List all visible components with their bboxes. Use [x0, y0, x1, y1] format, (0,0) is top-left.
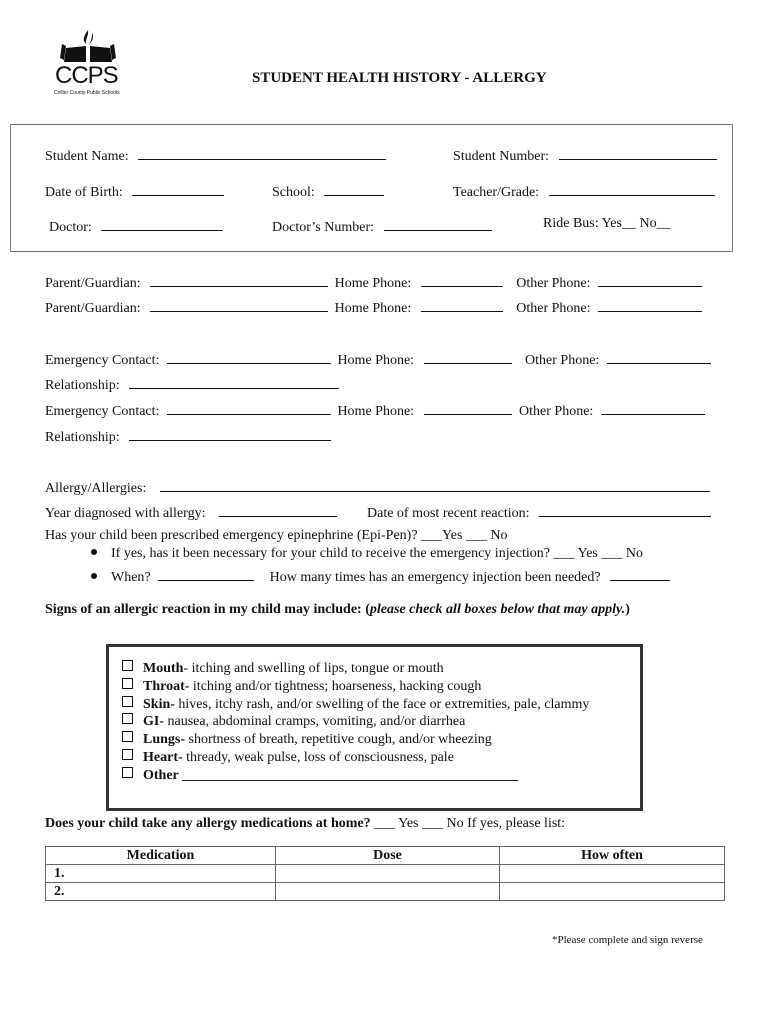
sign-name: Other [143, 767, 179, 783]
checkbox[interactable] [122, 696, 133, 707]
other-phone-label: Other Phone: [519, 404, 594, 419]
bullet-icon [91, 573, 97, 579]
footer-note: *Please complete and sign reverse [552, 934, 703, 946]
medications-question-text: Does your child take any allergy medications at home? [45, 816, 371, 831]
sign-name: Skin- [143, 696, 175, 712]
how-often-cell[interactable] [500, 883, 725, 901]
table-row [46, 865, 725, 883]
relationship-2-field[interactable] [45, 426, 331, 446]
dob-field[interactable] [45, 181, 224, 201]
other-phone-label: Other Phone: [516, 301, 591, 316]
ccps-logo [52, 26, 124, 98]
other-phone-label: Other Phone: [525, 353, 600, 368]
emergency-contact-label: Emergency Contact: [45, 353, 160, 368]
doctor-number-label: Doctor’s Number: [272, 220, 374, 235]
sign-desc: shortness of breath, repetitive cough, and/or wheezing [185, 732, 492, 748]
header-medication: Medication [46, 847, 276, 865]
school-label: School: [272, 185, 315, 200]
logo-subtext: Collier County Public Schools [54, 90, 120, 96]
teacher-grade-field[interactable] [453, 181, 715, 201]
year-diagnosed-label: Year diagnosed with allergy: [45, 506, 206, 521]
doctor-label: Doctor: [49, 220, 92, 235]
signs-heading-text: Signs of an allergic reaction in my child may include: ( [45, 602, 370, 617]
when-label: When? [111, 570, 151, 585]
how-often-cell[interactable] [500, 865, 725, 883]
relationship-label: Relationship: [45, 430, 120, 445]
sign-desc: hives, itchy rash, and/or swelling of the face or extremities, pale, clammy [174, 696, 590, 712]
sign-item-gi[interactable] [122, 713, 589, 731]
ride-bus-field[interactable]: Ride Bus: Yes__ No__ [543, 216, 671, 231]
sign-desc: thready, weak pulse, loss of consciousness, pale [182, 749, 454, 765]
signs-heading-close: ) [625, 602, 630, 617]
sign-item-mouth[interactable] [122, 660, 589, 678]
sign-name: GI- [143, 714, 164, 730]
recent-reaction-field[interactable] [367, 502, 711, 522]
home-phone-label: Home Phone: [337, 353, 415, 368]
header-dose: Dose [276, 847, 500, 865]
student-number-field[interactable] [453, 145, 717, 165]
sign-item-heart[interactable] [122, 749, 589, 767]
relationship-1-field[interactable] [45, 374, 339, 394]
checkbox[interactable] [122, 767, 133, 778]
row-number[interactable]: 1. [46, 865, 276, 883]
signs-heading [45, 602, 630, 618]
dob-label: Date of Birth: [45, 185, 123, 200]
student-name-label: Student Name: [45, 149, 129, 164]
home-phone-label: Home Phone: [334, 276, 412, 291]
doctor-number-field[interactable] [272, 216, 492, 236]
guardian-2-field[interactable] [45, 297, 702, 317]
other-phone-label: Other Phone: [516, 276, 591, 291]
guardian-label: Parent/Guardian: [45, 276, 141, 291]
header-how-often: How often [500, 847, 725, 865]
sign-desc: ________________________________________________ [178, 767, 519, 783]
sign-desc: - itching and swelling of lips, tongue or mouth [183, 661, 444, 676]
logo-text: CCPS [55, 62, 118, 89]
sign-name: Lungs- [143, 732, 186, 748]
bullet-icon [91, 549, 97, 555]
allergies-label: Allergy/Allergies: [45, 481, 147, 496]
emergency-1-field[interactable] [45, 349, 711, 369]
school-field[interactable] [272, 181, 384, 201]
medications-answer-text: ___ Yes ___ No If yes, please list: [370, 816, 566, 831]
epipen-bullet-2[interactable] [91, 566, 670, 586]
sign-desc: itching and/or tightness; hoarseness, hacking cough [189, 678, 482, 694]
student-name-field[interactable] [45, 145, 386, 165]
medications-question[interactable] [45, 816, 565, 832]
guardian-1-field[interactable] [45, 272, 702, 292]
signs-heading-italic: please check all boxes below that may apply. [369, 602, 626, 617]
emergency-2-field[interactable] [45, 400, 705, 420]
epipen-bullet-1[interactable] [91, 546, 643, 562]
sign-item-throat[interactable] [122, 678, 589, 696]
checkbox[interactable] [122, 660, 133, 671]
dose-cell[interactable] [276, 865, 500, 883]
checkbox[interactable] [122, 713, 133, 724]
relationship-label: Relationship: [45, 378, 120, 393]
table-header-row [46, 847, 725, 865]
emergency-contact-label: Emergency Contact: [45, 404, 160, 419]
table-row [46, 883, 725, 901]
dose-cell[interactable] [276, 883, 500, 901]
page-title: STUDENT HEALTH HISTORY - ALLERGY [252, 70, 547, 86]
checkbox[interactable] [122, 749, 133, 760]
home-phone-label: Home Phone: [334, 301, 412, 316]
how-many-label: How many times has an emergency injection been needed? [269, 570, 601, 585]
row-number[interactable]: 2. [46, 883, 276, 901]
teacher-grade-label: Teacher/Grade: [453, 185, 540, 200]
sign-item-skin[interactable] [122, 696, 589, 714]
epipen-question[interactable]: Has your child been prescribed emergency epinephrine (Epi-Pen)? ___Yes ___ No [45, 528, 508, 543]
sign-name: Heart- [143, 749, 183, 765]
sign-name: Throat- [143, 678, 190, 694]
home-phone-label: Home Phone: [337, 404, 415, 419]
sign-desc: nausea, abdominal cramps, vomiting, and/or diarrhea [164, 714, 466, 730]
checkbox[interactable] [122, 678, 133, 689]
allergies-field[interactable] [45, 477, 710, 497]
year-diagnosed-field[interactable] [45, 502, 337, 522]
guardian-label: Parent/Guardian: [45, 301, 141, 316]
sign-item-other[interactable] [122, 767, 589, 785]
student-number-label: Student Number: [453, 149, 550, 164]
book-torch-icon [52, 26, 124, 66]
recent-reaction-label: Date of most recent reaction: [367, 506, 530, 521]
medications-table [45, 846, 725, 901]
sign-item-lungs[interactable] [122, 731, 589, 749]
signs-checklist [122, 660, 589, 785]
doctor-field[interactable] [49, 216, 223, 236]
bullet-1-text: If yes, has it been necessary for your child to receive the emergency injection? ___ Yes ___ No [111, 546, 643, 561]
sign-name: Mouth [143, 661, 184, 676]
checkbox[interactable] [122, 731, 133, 742]
